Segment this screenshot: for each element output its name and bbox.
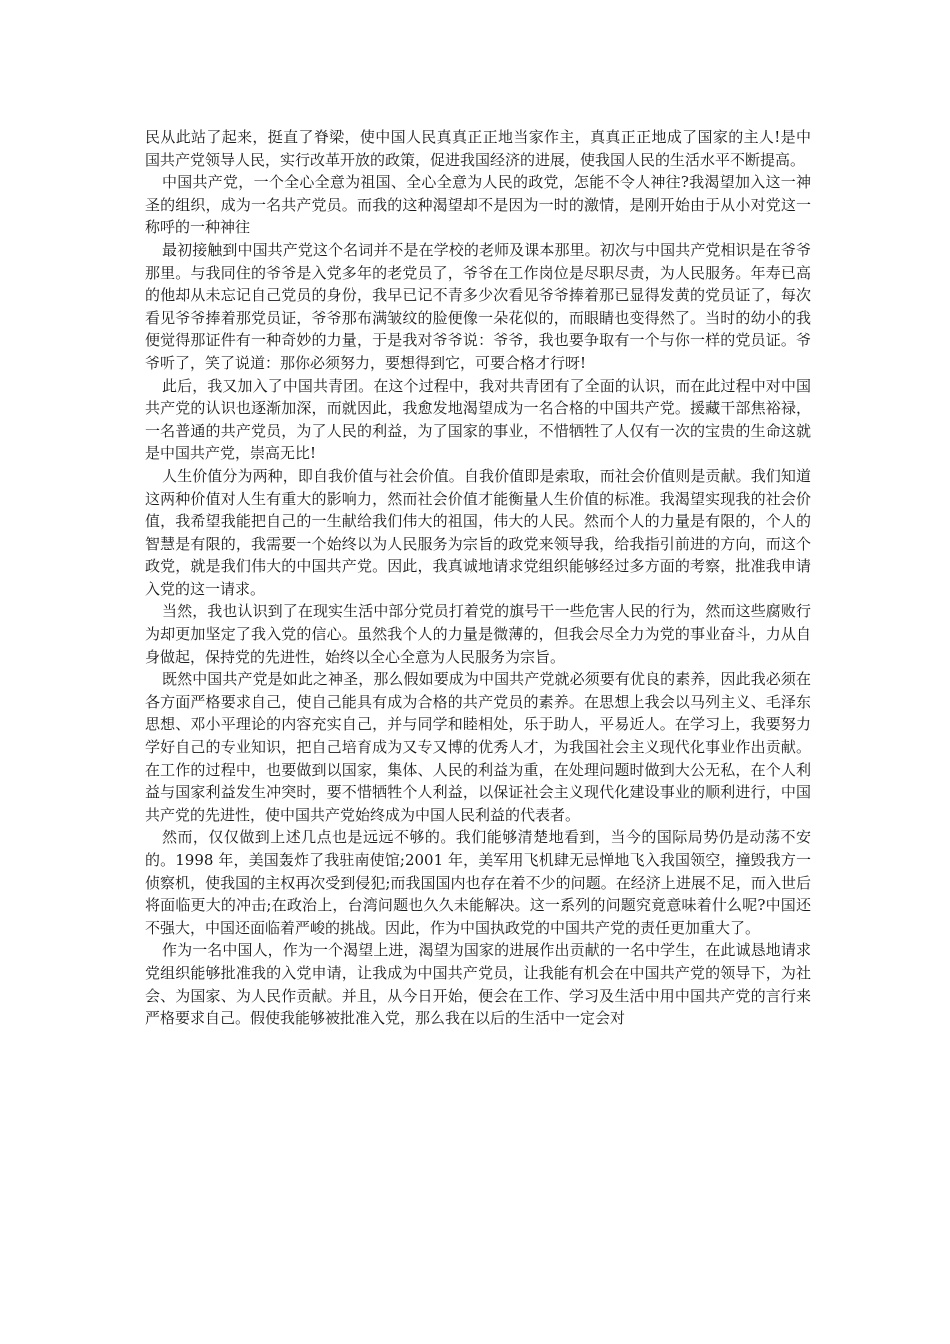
- paragraph-8: 然而，仅仅做到上述几点也是远远不够的。我们能够清楚地看到，当今的国际局势仍是动荡不安的。1998 年，美国轰炸了我驻南使馆;2001 年，美军用飞机肆无忌惮地飞入我国领空，撞毁我方一侦察机，使我国的主权再次受到侵犯;而我国国内也存在着不少的问题。在经济上进展不足，而入世后将面临更大的冲击;在政治上，台湾问题也久久未能解决。这一系列的问题究竟意味着什么呢?中国还不强大，中国还面临着严峻的挑战。因此，作为中国执政党的中国共产党的责任更加重大了。: [145, 828, 811, 937]
- paragraph-2: 中国共产党，一个全心全意为祖国、全心全意为人民的政党，怎能不令人神往?我渴望加入这一神圣的组织，成为一名共产党员。而我的这种渴望却不是因为一时的激情，是刚开始由于从小对党这一称呼的一种神往: [145, 173, 811, 237]
- paragraph-7: 既然中国共产党是如此之神圣，那么假如要成为中国共产党就必须要有优良的素养，因此我必须在各方面严格要求自己，使自己能具有成为合格的共产党员的素养。在思想上我会以马列主义、毛泽东思想、邓小平理论的内容充实自己，并与同学和睦相处，乐于助人，平易近人。在学习上，我要努力学好自己的专业知识，把自己培育成为又专又博的优秀人才，为我国社会主义现代化事业作出贡献。在工作的过程中，也要做到以国家，集体、人民的利益为重，在处理问题时做到大公无私，在个人利益与国家利益发生冲突时，要不惜牺牲个人利益，以保证社会主义现代化建设事业的顺利进行，中国共产党的先进性，使中国共产党始终成为中国人民利益的代表者。: [145, 670, 811, 824]
- paragraph-3: 最初接触到中国共产党这个名词并不是在学校的老师及课本那里。初次与中国共产党相识是在爷爷那里。与我同住的爷爷是入党多年的老党员了，爷爷在工作岗位是尽职尽责，为人民服务。年寿已高的他却从未忘记自己党员的身份，我早已记不青多少次看见爷爷捧着那已显得发黄的党员证了，每次看见爷爷捧着那党员证，爷爷那布满皱纹的脸便像一朵花似的，而眼睛也变得然了。当时的幼小的我便觉得那证件有一种奇妙的力量，于是我对爷爷说：爷爷，我也要争取有一个与你一样的党员证。爷爷听了，笑了说道：那你必须努力，要想得到它，可要合格才行呀!: [145, 240, 811, 372]
- paragraph-6: 当然，我也认识到了在现实生活中部分党员打着党的旗号干一些危害人民的行为，然而这些腐败行为却更加坚定了我入党的信心。虽然我个人的力量是微薄的，但我会尽全力为党的事业奋斗，力从自身做起，保持党的先进性，始终以全心全意为人民服务为宗旨。: [145, 602, 811, 666]
- document-body: [145, 126, 811, 1030]
- paragraph-1: 民从此站了起来，挺直了脊梁，使中国人民真真正正地当家作主，真真正正地成了国家的主人!是中国共产党领导人民，实行改革开放的政策，促进我国经济的进展，使我国人民的生活水平不断提高。: [145, 128, 811, 169]
- paragraph-9: 作为一名中国人，作为一个渴望上进，渴望为国家的进展作出贡献的一名中学生，在此诚恳地请求党组织能够批准我的入党申请，让我成为中国共产党员，让我能有机会在中国共产党的领导下，为社会、为国家、为人民作贡献。并且，从今日开始，便会在工作、学习及生活中用中国共产党的言行来严格要求自己。假使我能够被批准入党，那么我在以后的生活中一定会对: [145, 941, 811, 1028]
- paragraph-5: 人生价值分为两种，即自我价值与社会价值。自我价值即是索取，而社会价值则是贡献。我们知道这两种价值对人生有重大的影响力，然而社会价值才能衡量人生价值的标准。我渴望实现我的社会价值，我希望我能把自己的一生献给我们伟大的祖国，伟大的人民。然而个人的力量是有限的，个人的智慧是有限的，我需要一个始终以为人民服务为宗旨的政党来领导我，给我指引前进的方向，而这个政党，就是我们伟大的中国共产党。因此，我真诚地请求党组织能够经过多方面的考察，批准我申请入党的这一请求。: [145, 466, 811, 598]
- paragraph-4: 此后，我又加入了中国共青团。在这个过程中，我对共青团有了全面的认识，而在此过程中对中国共产党的认识也逐渐加深，而就因此，我愈发地渴望成为一名合格的中国共产党。援藏干部焦裕禄，一名普通的共产党员，为了人民的利益，为了国家的事业，不惜牺牲了人仅有一次的宝贵的生命这就是中国共产党，崇高无比!: [145, 376, 811, 463]
